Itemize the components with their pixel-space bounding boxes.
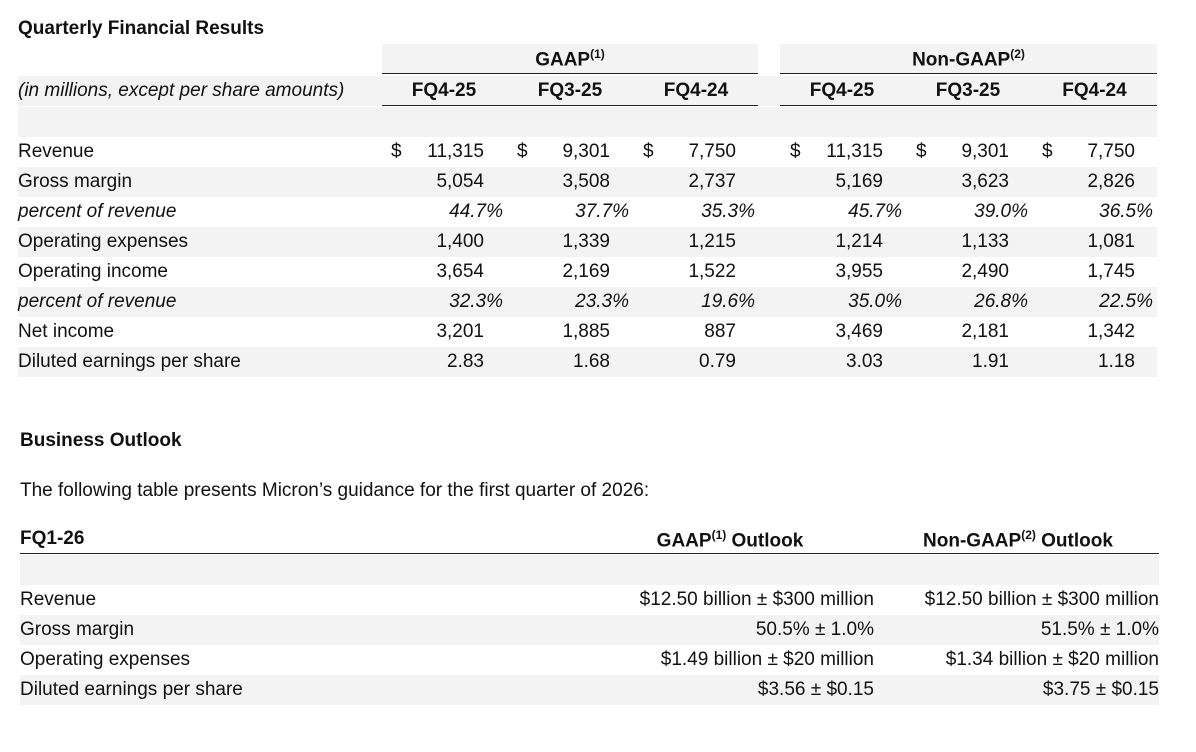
table-cell: 1.68 (573, 351, 610, 372)
table-cell: 3,508 (562, 171, 610, 192)
table-cell: 3,201 (436, 321, 484, 342)
table-cell: 5,169 (835, 171, 883, 192)
table-cell: 44.7% (449, 201, 503, 222)
row-label: Net income (18, 321, 115, 342)
outlook-row-label: Gross margin (20, 619, 135, 640)
table-cell: 3,654 (436, 261, 484, 282)
row-label: Revenue (18, 141, 95, 162)
gaap-outlook-value: 50.5% ± 1.0% (755, 619, 874, 640)
outlook-period-header: FQ1-26 (20, 528, 85, 549)
table-cell: 3,955 (835, 261, 883, 282)
nongaap-header-rule (780, 105, 1157, 106)
table-cell: 5,054 (436, 171, 484, 192)
table-cell: 35.0% (848, 291, 902, 312)
currency-symbol: $ (391, 141, 402, 162)
nongaap-outlook-value: 51.5% ± 1.0% (1040, 619, 1159, 640)
gaap-group-header: GAAP$^{(1)}$ (535, 47, 605, 71)
table-cell: 2,826 (1087, 171, 1135, 192)
page-title: Quarterly Financial Results (18, 18, 265, 39)
nongaap-outlook-value: $3.75 ± $0.15 (1042, 679, 1159, 700)
gaap-outlook-value: $1.49 billion ± $20 million (660, 649, 874, 670)
table-cell: 9,301 (961, 141, 1009, 162)
currency-symbol: $ (916, 141, 927, 162)
row-label: percent of revenue (18, 201, 177, 222)
table-cell: 1,133 (961, 231, 1009, 252)
row-label: Gross margin (18, 171, 133, 192)
table-subtitle: (in millions, except per share amounts) (18, 80, 345, 101)
column-header: FQ4-25 (809, 80, 875, 101)
nongaap-outlook-header: Non-GAAP$^{(2)}$ Outlook (923, 528, 1113, 552)
table-cell: 2,490 (961, 261, 1009, 282)
gaap-outlook-value: $3.56 ± $0.15 (757, 679, 874, 700)
nongaap-group-rule (780, 73, 1157, 74)
table-cell: 45.7% (848, 201, 902, 222)
nongaap-outlook-value: $12.50 billion ± $300 million (924, 589, 1159, 610)
table-cell: 1.91 (972, 351, 1009, 372)
table-cell: 23.3% (575, 291, 629, 312)
table-cell: 26.8% (974, 291, 1028, 312)
row-label: Operating expenses (18, 231, 189, 252)
row-label: Operating income (18, 261, 168, 282)
nongaap-outlook-value: $1.34 billion ± $20 million (945, 649, 1159, 670)
gaap-group-rule (382, 73, 758, 74)
table-cell: 2,737 (688, 171, 736, 192)
table-cell: 39.0% (974, 201, 1028, 222)
currency-symbol: $ (517, 141, 528, 162)
spacer-band (18, 107, 1157, 137)
table-cell: 2.83 (447, 351, 484, 372)
outlook-header-rule (20, 553, 1159, 554)
table-cell: 1.18 (1098, 351, 1135, 372)
table-cell: 2,169 (562, 261, 610, 282)
table-cell: 19.6% (701, 291, 755, 312)
table-cell: 36.5% (1099, 201, 1153, 222)
column-header: FQ4-24 (663, 80, 729, 101)
table-cell: 887 (704, 321, 736, 342)
table-cell: 2,181 (961, 321, 1009, 342)
nongaap-group-header: Non-GAAP$^{(2)}$ (912, 47, 1025, 71)
table-cell: 11,315 (427, 141, 484, 162)
currency-symbol: $ (643, 141, 654, 162)
table-cell: 1,400 (436, 231, 484, 252)
table-cell: 1,885 (562, 321, 610, 342)
column-header: FQ3-25 (935, 80, 1001, 101)
table-cell: 1,215 (688, 231, 736, 252)
table-cell: 3,469 (835, 321, 883, 342)
outlook-row-label: Diluted earnings per share (20, 679, 243, 700)
table-cell: 1,214 (835, 231, 883, 252)
currency-symbol: $ (1042, 141, 1053, 162)
table-cell: 1,339 (562, 231, 610, 252)
table-cell: 3,623 (961, 171, 1009, 192)
outlook-spacer-band (20, 555, 1159, 585)
table-cell: 1,081 (1087, 231, 1135, 252)
table-cell: 35.3% (701, 201, 755, 222)
currency-symbol: $ (790, 141, 801, 162)
table-cell: 22.5% (1099, 291, 1153, 312)
table-cell: 3.03 (846, 351, 883, 372)
row-label: Diluted earnings per share (18, 351, 241, 372)
gaap-header-rule (382, 105, 758, 106)
column-header: FQ3-25 (537, 80, 603, 101)
table-cell: 9,301 (562, 141, 610, 162)
outlook-intro: The following table presents Micron’s guidance for the first quarter of 2026: (20, 480, 650, 501)
gaap-outlook-value: $12.50 billion ± $300 million (639, 589, 874, 610)
row-label: percent of revenue (18, 291, 177, 312)
outlook-row-label: Revenue (20, 589, 97, 610)
table-cell: 1,342 (1087, 321, 1135, 342)
table-cell: 7,750 (1087, 141, 1135, 162)
column-header: FQ4-24 (1062, 80, 1127, 101)
outlook-row-label: Operating expenses (20, 649, 191, 670)
table-cell: 37.7% (575, 201, 629, 222)
column-header: FQ4-25 (411, 80, 477, 101)
table-cell: 7,750 (688, 141, 736, 162)
table-cell: 1,522 (688, 261, 736, 282)
table-cell: 11,315 (826, 141, 883, 162)
table-cell: 0.79 (699, 351, 736, 372)
table-cell: 32.3% (449, 291, 503, 312)
table-cell: 1,745 (1087, 261, 1135, 282)
outlook-title: Business Outlook (20, 430, 182, 451)
gaap-outlook-header: GAAP$^{(1)}$ Outlook (656, 528, 804, 552)
